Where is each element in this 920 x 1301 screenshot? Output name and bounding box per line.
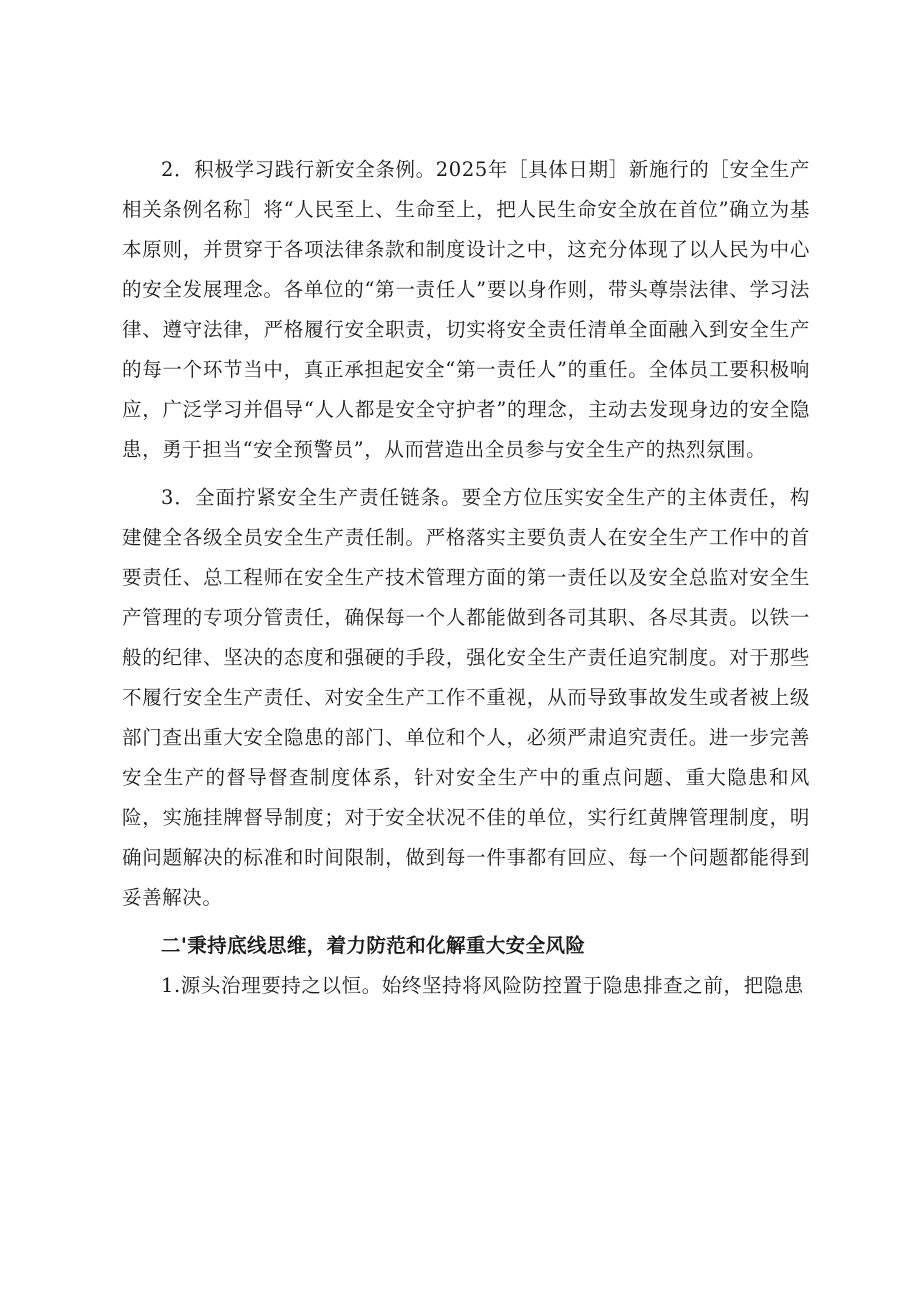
section-heading: 二'秉持底线思维，着力防范和化解重大安全风险	[161, 934, 586, 957]
document-body	[122, 150, 810, 1006]
paragraph-3: 3．全面拧紧安全生产责任链条。要全方位压实安全生产的主体责任，构建健全各级全员安全生产责任制。严格落实主要负责人在安全生产工作中的首要责任、总工程师在安全生产技术管理方面的第一责任以及安全总监对安全生产管理的专项分管责任，确保每一个人都能做到各司其职、各尽其责。以铁一般的纪律、坚决的态度和强硬的手段，强化安全生产责任追究制度。对于那些不履行安全生产责任、对安全生产工作不重视，从而导致事故发生或者被上级部门查出重大安全隐患的部门、单位和个人，必须严肃追究责任。进一步完善安全生产的督导督查制度体系，针对安全生产中的重点问题、重大隐患和风险，实施挂牌督导制度；对于安全状况不佳的单位，实行红黄牌管理制度，明确问题解决的标准和时间限制，做到每一件事都有回应、每一个问题都能得到妥善解决。	[122, 486, 810, 909]
section-paragraph-1: 1.源头治理要持之以恒。始终坚持将风险防控置于隐患排查之前，把隐患	[161, 974, 804, 997]
paragraph-2: 2．积极学习践行新安全条例。2025年［具体日期］新施行的［安全生产相关条例名称］将“人民至上、生命至上，把人民生命安全放在首位”确立为基本原则，并贯穿于各项法律条款和制度设计之中，这充分体现了以人民为中心的安全发展理念。各单位的“第一责任人”要以身作则，带头尊崇法律、学习法律、遵守法律，严格履行安全职责，切实将安全责任清单全面融入到安全生产的每一个环节当中，真正承担起安全“第一责任人”的重任。全体员工要积极响应，广泛学习并倡导“人人都是安全守护者”的理念，主动去发现身边的安全隐患，勇于担当“安全预警员”，从而营造出全员参与安全生产的热烈氛围。	[122, 158, 810, 461]
